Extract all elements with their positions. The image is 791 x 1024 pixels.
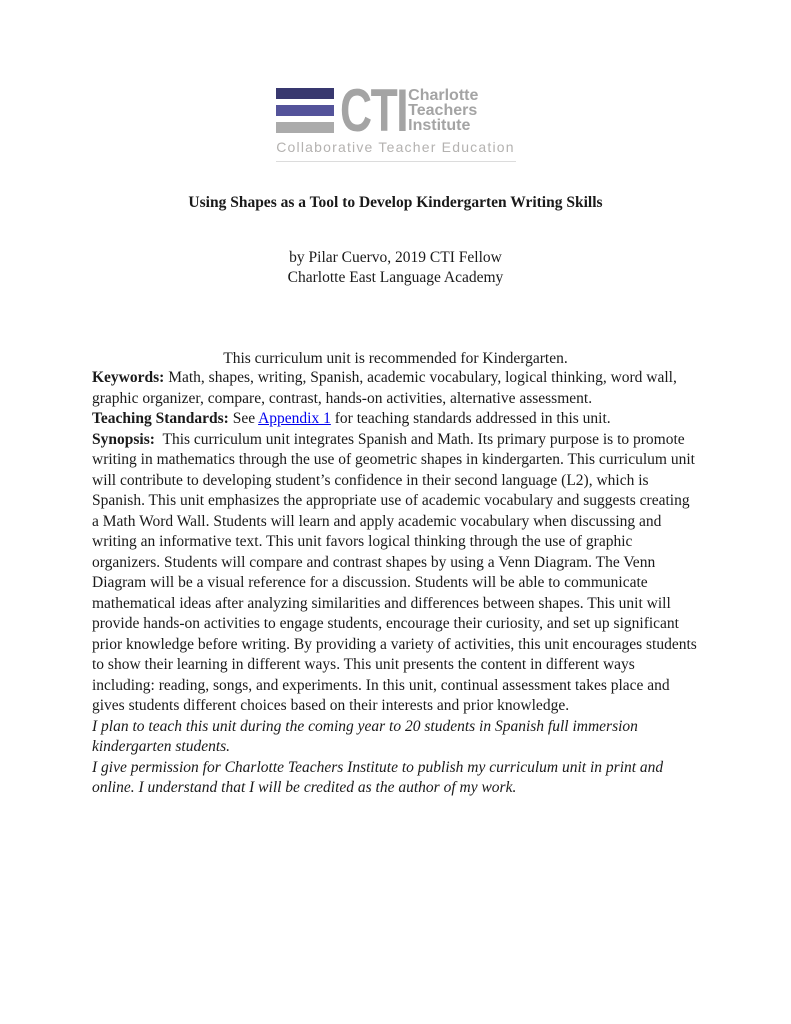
recommendation-line: This curriculum unit is recommended for Kindergarten.: [223, 350, 568, 367]
synopsis-label: Synopsis:: [92, 430, 155, 448]
logo-divider: [276, 161, 516, 162]
logo-tagline: Collaborative Teacher Education: [276, 139, 515, 155]
logo-cti-text: CTI: [339, 77, 407, 144]
cti-logo-row: [276, 77, 516, 144]
logo-name-line-2: Teachers: [408, 102, 478, 119]
document-body: [0, 368, 791, 799]
logo-bars-icon: [276, 88, 334, 134]
keywords-label: Keywords:: [92, 369, 165, 386]
teaching-standards-label: Teaching Standards:: [92, 410, 229, 427]
byline-school: Charlotte East Language Academy: [287, 269, 504, 286]
teaching-standards-post: for teaching standards addressed in this unit.: [330, 410, 611, 427]
byline: [0, 248, 791, 288]
logo-bar-top: [276, 88, 334, 99]
logo-bar-bottom: [276, 122, 334, 133]
logo-name-line-3: Institute: [408, 117, 471, 134]
permission-paragraph: I give permission for Charlotte Teachers Institute to publish my curriculum unit in print and online. I understand that I will be credited as the author of my work.: [92, 758, 664, 796]
document-title: Using Shapes as a Tool to Develop Kindergarten Writing Skills: [188, 194, 603, 211]
keywords-text: Math, shapes, writing, Spanish, academic vocabulary, logical thinking, word wall, graphic organizer, compare, contrast, hands-on activities, alternative assessment.: [92, 369, 677, 407]
cti-logo: [276, 77, 516, 162]
logo-institute-name: [408, 88, 478, 134]
logo-bar-middle: [276, 105, 334, 116]
byline-author: by Pilar Cuervo, 2019 CTI Fellow: [289, 249, 502, 266]
teaching-standards-pre: See: [228, 410, 259, 427]
keywords-paragraph: [92, 368, 699, 409]
logo-name-line-1: Charlotte: [408, 87, 479, 104]
synopsis-text: This curriculum unit integrates Spanish and Math. Its primary purpose is to promote writing in mathematics through the use of geometric shapes in kindergarten. This curriculum unit will contribute to developing student’s confidence in their second language (L2), which is Spanish. This unit emphasizes the appropriate use of academic vocabulary and suggests creating a Math Word Wall. Students will learn and apply academic vocabulary when discussing and writing an informative text. This unit favors logical thinking through the use of graphic organizers. Students will compare and contrast shapes by using a Venn Diagram. The Venn Diagram will be a visual reference for a discussion. Students will be able to communicate mathematical ideas after analyzing similarities and differences between shapes. This unit will provide hands-on activities to engage students, encourage their curiosity, and set up significant prior knowledge before writing. By providing a variety of activities, this unit encourages students to show their learning in different ways. This unit presents the content in different ways including: reading, songs, and experiments. In this unit, continual assessment takes place and gives students different choices based on their interests and prior knowledge.: [92, 430, 697, 714]
teaching-standards-paragraph: [92, 409, 699, 430]
synopsis-paragraph: [92, 430, 699, 717]
teaching-plan-paragraph: I plan to teach this unit during the coming year to 20 students in Spanish full immersion kindergarten students.: [92, 717, 638, 755]
appendix-1-link[interactable]: Appendix 1: [258, 410, 331, 427]
